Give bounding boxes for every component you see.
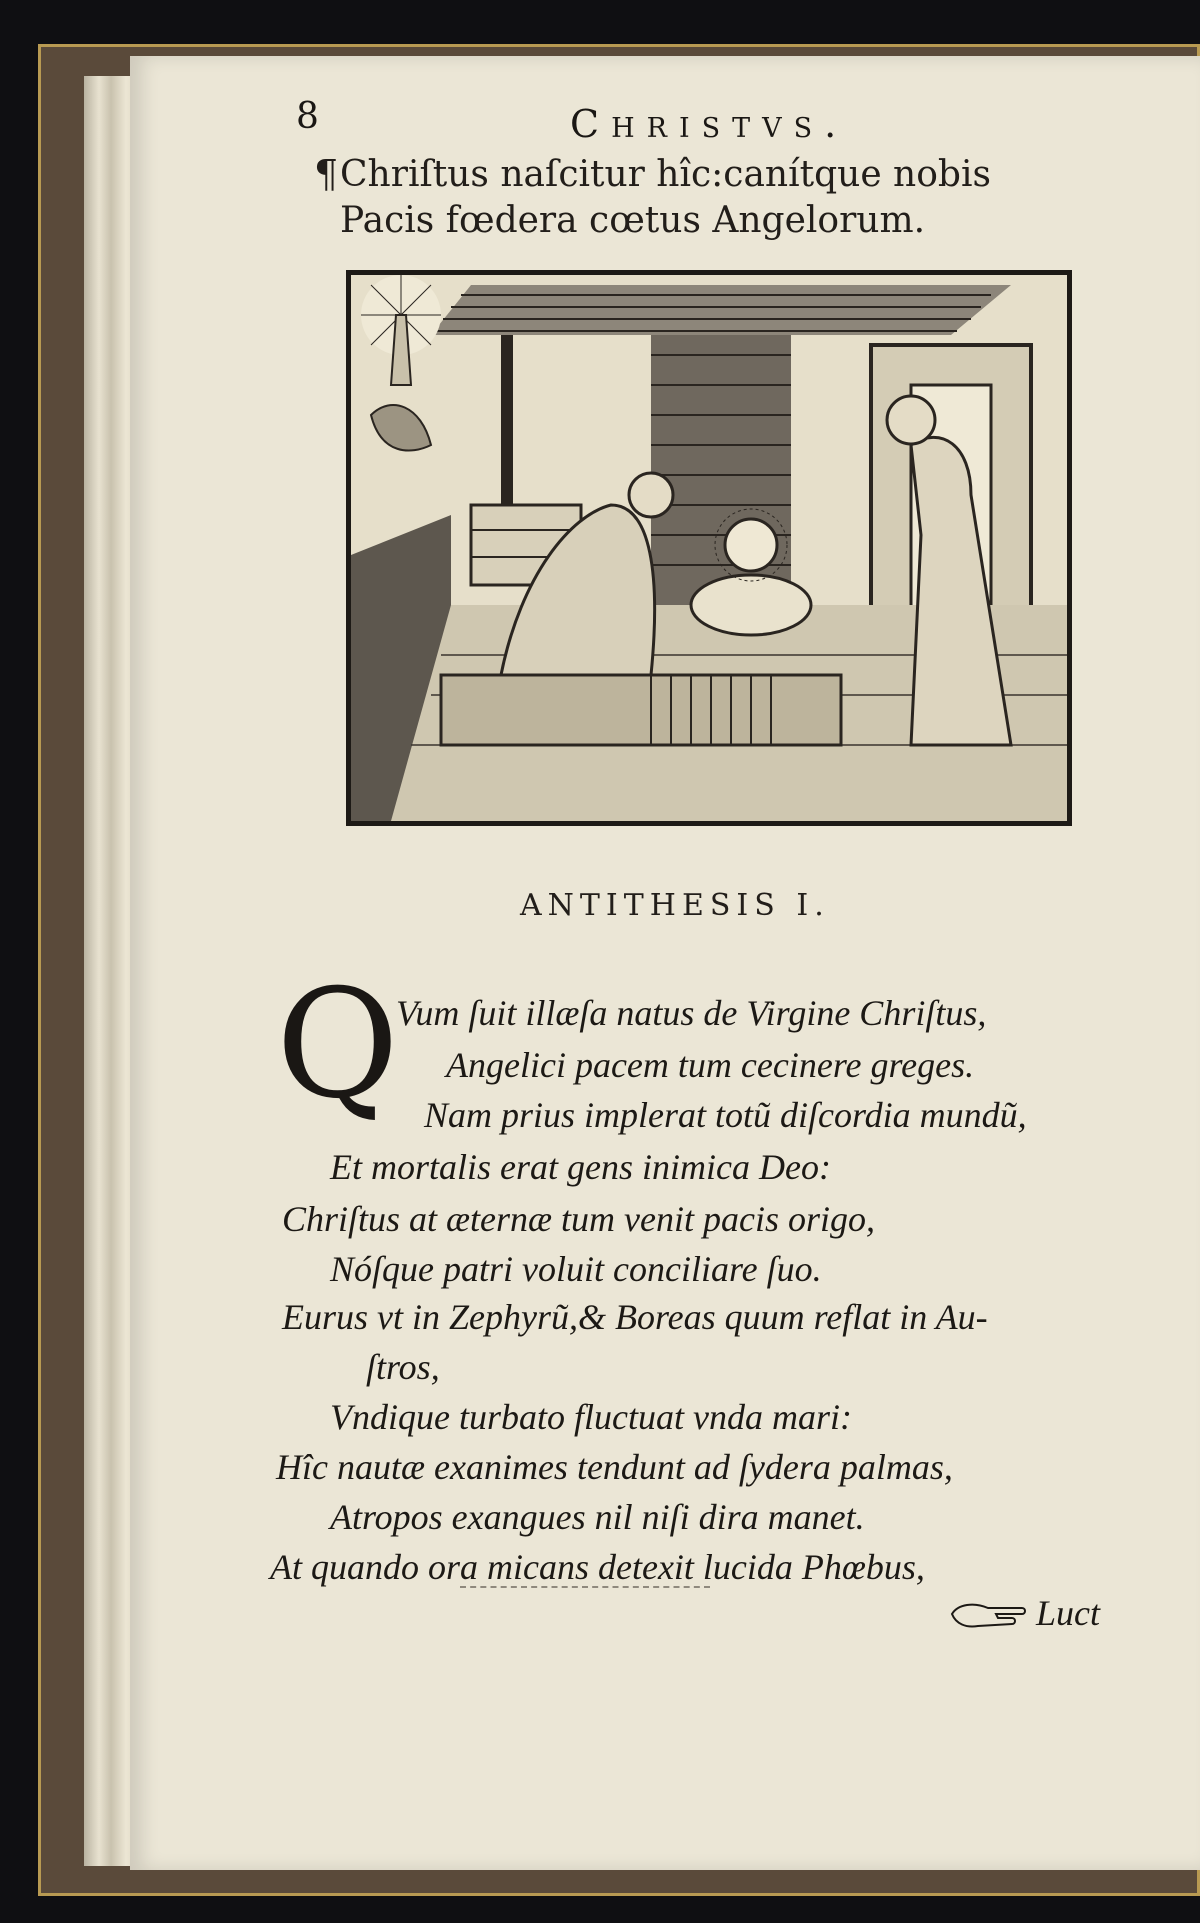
poem-line: Atropos exangues nil niſi dira manet. [330,1497,865,1537]
motto-line: Chriſtus naſcitur hîc:canítque nobis [340,154,991,195]
catchword: Luct [1036,1593,1101,1633]
pilcrow-icon: ¶ [314,152,339,196]
poem-line: Eurus vt in Zephyrũ,& Boreas quum reflat in Au- [282,1297,988,1337]
poem-line: At quando ora micans detexit lucida Phœbus, [270,1547,925,1587]
poem-line: Nam prius implerat totũ diſcordia mundũ, [424,1095,1027,1135]
section-title: ANTITHESIS I. [520,888,830,923]
pointing-hand-icon [948,1596,1028,1636]
running-head: Christvs. [570,102,849,146]
poem-line: Et mortalis erat gens inimica Deo: [330,1147,831,1187]
woodcut-image [351,275,1067,821]
drop-cap: Q [276,958,399,1132]
poem-line: ſtros, [366,1347,440,1387]
poem-line: Vum ſuit illæſa natus de Virgine Chriſtus, [396,993,987,1033]
motto [340,152,991,244]
poem-line: Angelici pacem tum cecinere greges. [446,1045,975,1085]
page-number: 8 [296,96,319,137]
motto-line: Pacis fœdera cœtus Angelorum. [340,200,926,241]
poem-line: Chriſtus at æternæ tum venit pacis origo, [282,1199,876,1239]
poem-line: Hîc nautæ exanimes tendunt ad ſydera palmas, [276,1447,953,1487]
rule [460,1586,710,1588]
page-header [0,96,1200,146]
poem-line: Vndique turbato fluctuat vnda mari: [330,1397,852,1437]
poem-line: Nóſque patri voluit conciliare ſuo. [330,1249,822,1289]
woodcut-nativity-illustration [346,270,1072,826]
